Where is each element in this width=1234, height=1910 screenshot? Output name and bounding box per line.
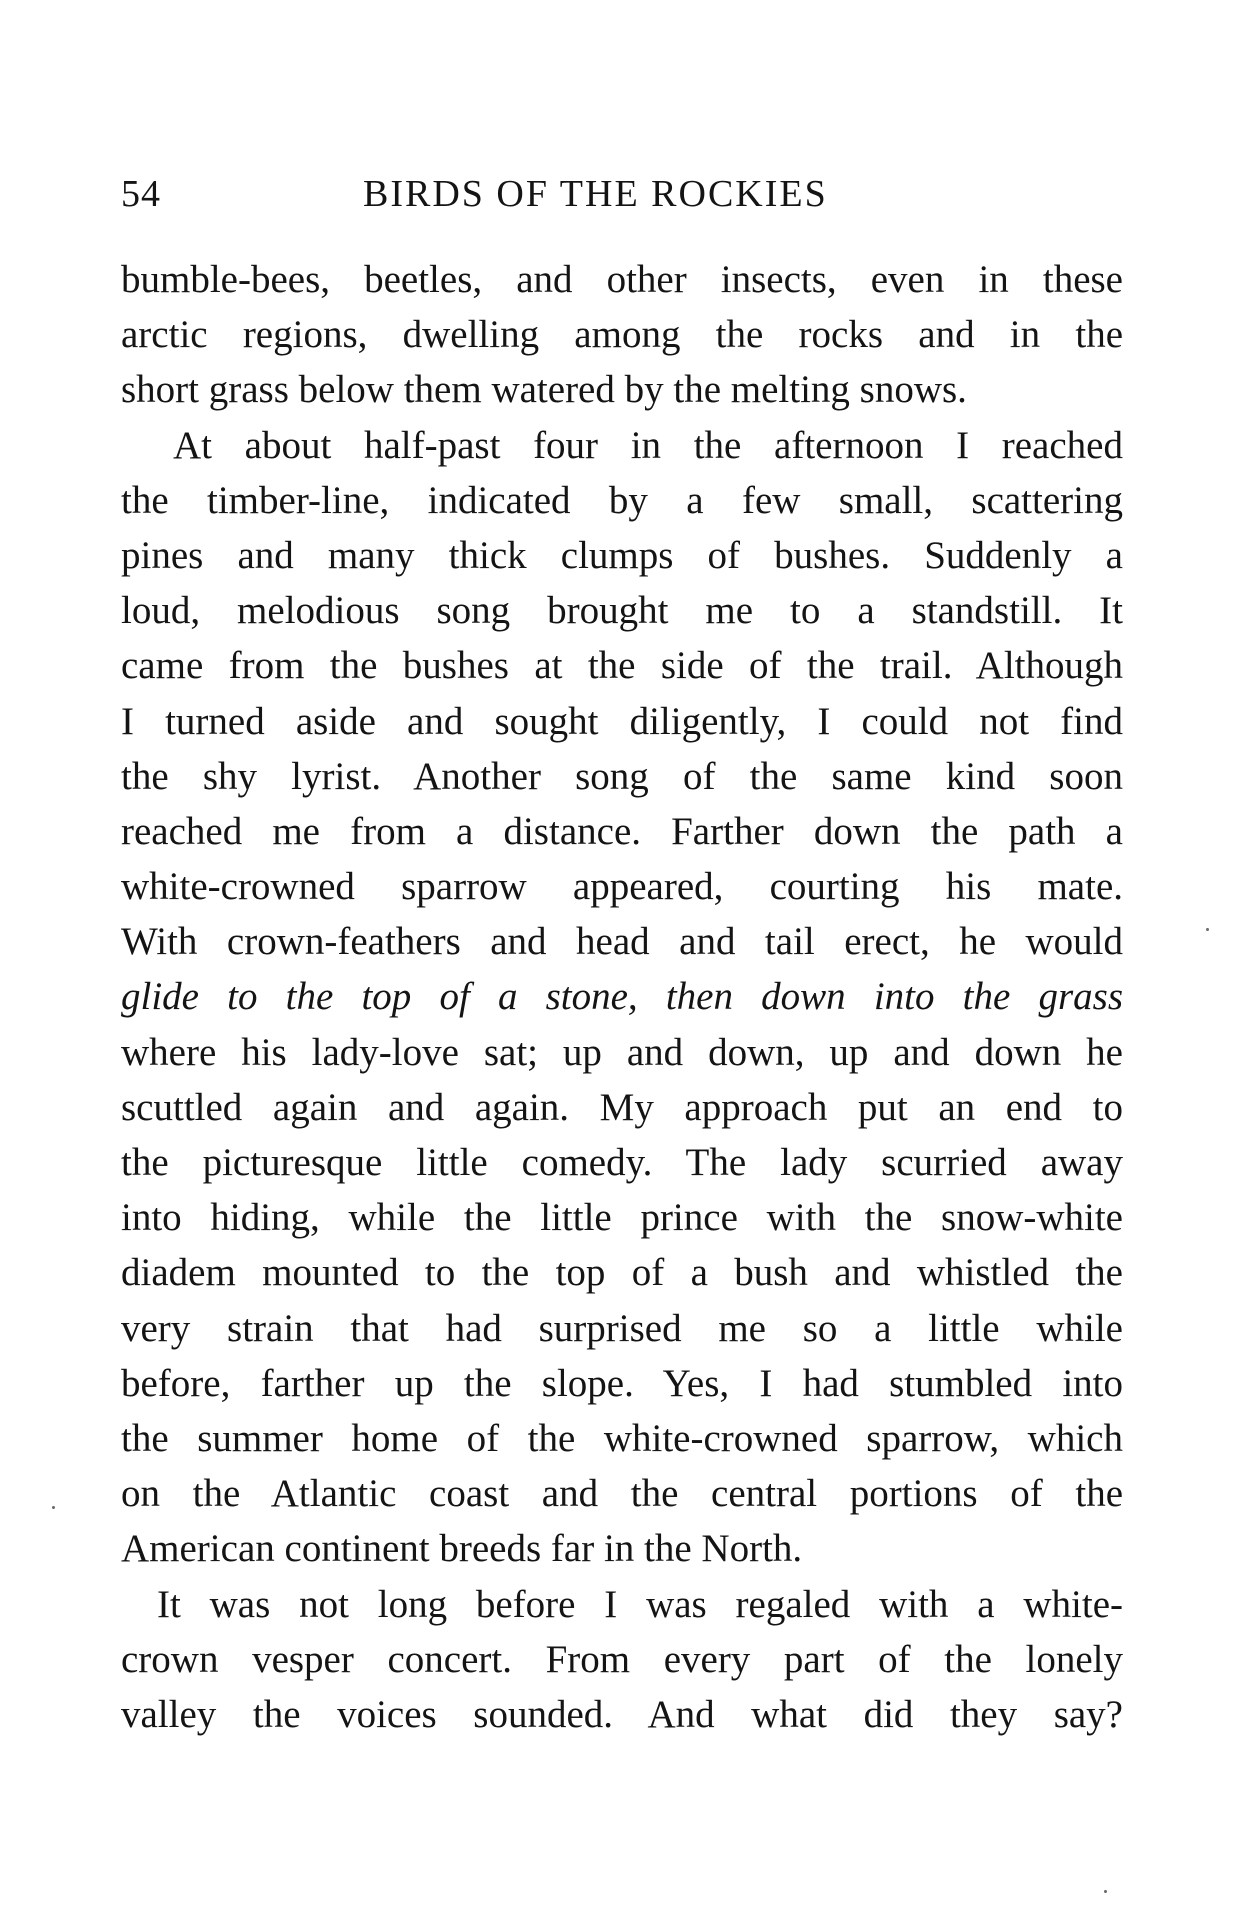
paragraph-2 xyxy=(121,418,1123,1577)
text-line: crown vesper concert. From every part of the lonely xyxy=(121,1637,1123,1681)
text-line: very strain that had surprised me so a little while xyxy=(121,1306,1123,1350)
text-line: came from the bushes at the side of the trail. Although xyxy=(121,644,1123,688)
paragraph-3 xyxy=(121,1577,1123,1743)
text-line: American continent breeds far in the North. xyxy=(121,1527,803,1571)
text-line: short grass below them watered by the melting snows. xyxy=(121,368,967,412)
text-line: valley the voices sounded. And what did they say? xyxy=(121,1692,1123,1736)
text-line: At about half-past four in the afternoon I reached xyxy=(173,423,1123,467)
text-line: With crown-feathers and head and tail erect, he would xyxy=(121,920,1123,964)
text-line: the timber-line, indicated by a few small, scattering xyxy=(121,478,1123,522)
text-line: diadem mounted to the top of a bush and whistled the xyxy=(121,1251,1123,1295)
print-speck xyxy=(1104,1890,1107,1893)
text-line: I turned aside and sought diligently, I could not find xyxy=(121,699,1123,743)
page-number: 54 xyxy=(121,173,161,215)
text-line: pines and many thick clumps of bushes. Suddenly a xyxy=(121,533,1123,577)
text-line: reached me from a distance. Farther down the path a xyxy=(121,809,1123,853)
text-line: the picturesque little comedy. The lady scurried away xyxy=(121,1141,1123,1184)
text-line: the shy lyrist. Another song of the same kind soon xyxy=(121,754,1123,798)
text-line: on the Atlantic coast and the central portions of the xyxy=(121,1472,1123,1516)
text-line: white-crowned sparrow appeared, courting his mate. xyxy=(121,865,1123,909)
text-line: the summer home of the white-crowned sparrow, which xyxy=(121,1416,1123,1460)
italic-text-line: glide to the top of a stone, then down into the grass xyxy=(121,975,1123,1019)
text-line: It was not long before I was regaled with a white- xyxy=(157,1582,1123,1626)
text-line: arctic regions, dwelling among the rocks and in the xyxy=(121,313,1123,357)
text-line: loud, melodious song brought me to a standstill. It xyxy=(121,589,1123,633)
running-head xyxy=(121,172,1121,222)
paragraph-1 xyxy=(121,252,1123,418)
text-line: bumble-bees, beetles, and other insects, even in these xyxy=(121,258,1123,301)
print-speck xyxy=(1206,928,1209,931)
text-line: scuttled again and again. My approach put an end to xyxy=(121,1085,1123,1129)
text-line: before, farther up the slope. Yes, I had stumbled into xyxy=(121,1361,1123,1405)
body-text xyxy=(121,252,1123,1742)
print-speck xyxy=(52,1506,55,1509)
text-line: where his lady-love sat; up and down, up and down he xyxy=(121,1030,1123,1074)
text-line: into hiding, while the little prince with the snow-white xyxy=(121,1196,1123,1240)
text-line xyxy=(121,969,1123,1024)
running-title: BIRDS OF THE ROCKIES xyxy=(363,173,828,215)
